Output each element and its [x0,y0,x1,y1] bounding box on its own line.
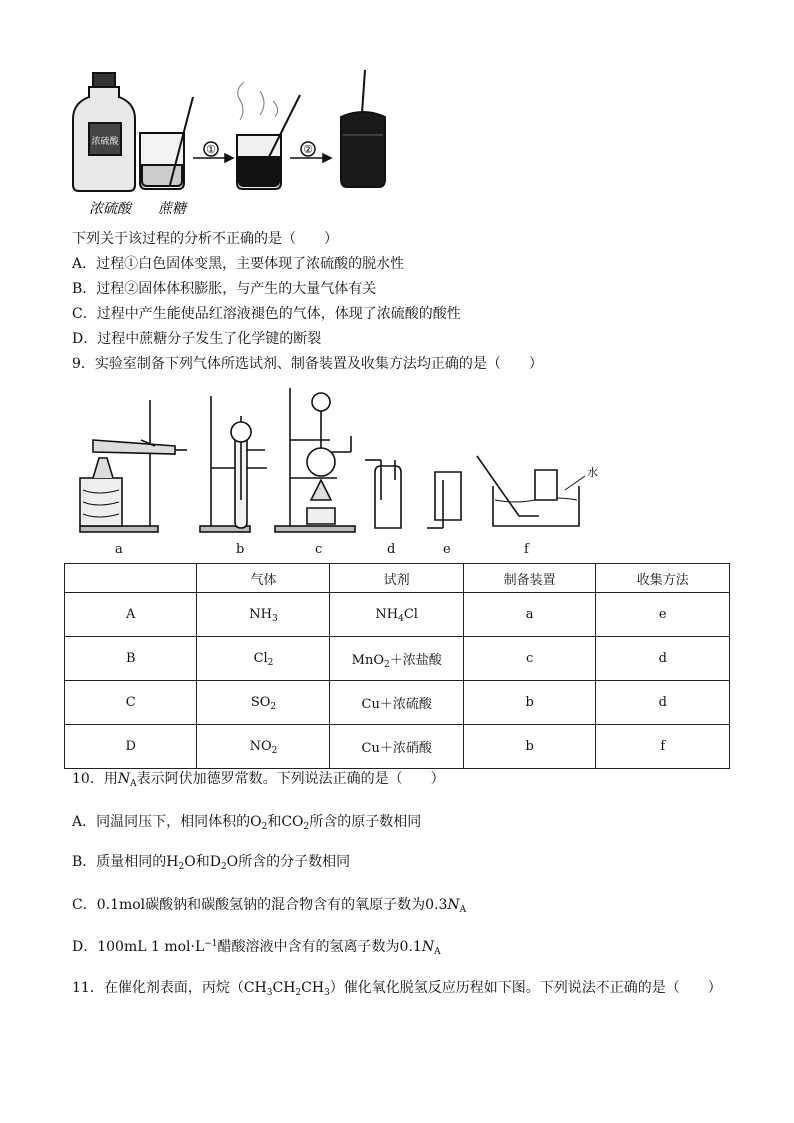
row-device: b [463,681,596,725]
apparatus-label-f: f [524,542,529,557]
q11-stem: 11．在催化剂表面，丙烷$(CH_3CH_2CH_3)$催化氧化脱氢反应历程如下图。下列说法不正确的是（ ） [72,980,722,998]
row-collection: d [596,681,730,725]
apparatus-label-c: c [315,542,323,557]
row-option: B [65,637,197,681]
row-gas: $Cl_2$ [197,637,330,681]
q10-option-c: C．0.1mol碳酸钠和碳酸氢钠的混合物含有的氧原子数为$0.3N_A$ [72,897,467,915]
row-gas: $SO_2$ [197,681,330,725]
apparatus-a [80,400,187,532]
header-collection: 收集方法 [596,564,730,593]
apparatus-b [200,396,267,532]
table-header-row [65,564,730,593]
row-reagent: Cu＋浓硫酸 [330,681,463,725]
apparatus-e [427,472,461,528]
sulfuric-acid-bottle [73,73,135,191]
row-device: c [463,637,596,681]
bottle-label: 浓硫酸 [91,137,119,147]
row-reagent: $NH_4Cl$ [330,593,463,637]
table-row [65,593,730,637]
row-collection: e [596,593,730,637]
apparatus-f [477,456,585,526]
expanded-carbon-beaker [341,70,385,187]
q10-option-a: A．同温同压下，相同体积的$O_2$和$CO_2$所含的原子数相同 [72,814,422,832]
row-option: A [65,593,197,637]
q10-option-d: D．100mL 1 $mol\cdot L^{-1}$醋酸溶液中含有的氢离子数为$0.1N_A$ [72,939,441,957]
row-option: D [65,725,197,769]
row-reagent: MnO$_2$＋浓盐酸 [330,637,463,681]
q8-option-b: B．过程②固体体积膨胀，与产生的大量气体有关 [72,281,377,297]
table-row [65,637,730,681]
blackened-beaker [237,82,300,189]
q10-option-b: B．质量相同的$H_2O$和$D_2O$所含的分子数相同 [72,854,351,872]
step1-label: ① [206,143,216,156]
q8-option-a: A．过程①白色固体变黑，主要体现了浓硫酸的脱水性 [72,256,405,272]
header-blank [65,564,197,593]
row-device: a [463,593,596,637]
header-gas: 气体 [197,564,330,593]
row-collection: d [596,637,730,681]
step2-label: ② [303,143,313,156]
apparatus-label-b: b [236,542,245,557]
q8-stem: 下列关于该过程的分析不正确的是（ ） [72,231,338,247]
q9-answer-table [64,563,730,769]
apparatus-d [365,460,401,528]
caption-sugar: 蔗糖 [158,201,186,217]
header-device: 制备装置 [463,564,596,593]
caption-sulfuric-acid: 浓硫酸 [89,201,131,217]
q8-option-c: C．过程中产生能使品红溶液褪色的气体，体现了浓硫酸的酸性 [72,306,461,322]
q8-option-d: D．过程中蔗糖分子发生了化学键的断裂 [72,331,322,347]
q9-stem: 9．实验室制备下列气体所选试剂、制备装置及收集方法均正确的是（ ） [72,356,543,372]
gas-apparatus-figure [75,380,598,540]
apparatus-label-e: e [443,542,451,557]
apparatus-label-a: a [115,542,123,557]
row-reagent: Cu＋浓硝酸 [330,725,463,769]
row-collection: f [596,725,730,769]
apparatus-label-d: d [387,542,396,557]
row-device: b [463,725,596,769]
header-reagent: 试剂 [330,564,463,593]
q10-stem: 10．用$N_A$表示阿伏加德罗常数。下列说法正确的是（ ） [72,771,445,789]
apparatus-c [275,388,355,532]
table-row [65,681,730,725]
water-label: 水 [587,466,598,479]
row-gas: $NO_2$ [197,725,330,769]
row-option: C [65,681,197,725]
table-row [65,725,730,769]
sugar-beaker [140,97,193,189]
sugar-dehydration-figure [75,65,405,220]
row-gas: $NH_3$ [197,593,330,637]
